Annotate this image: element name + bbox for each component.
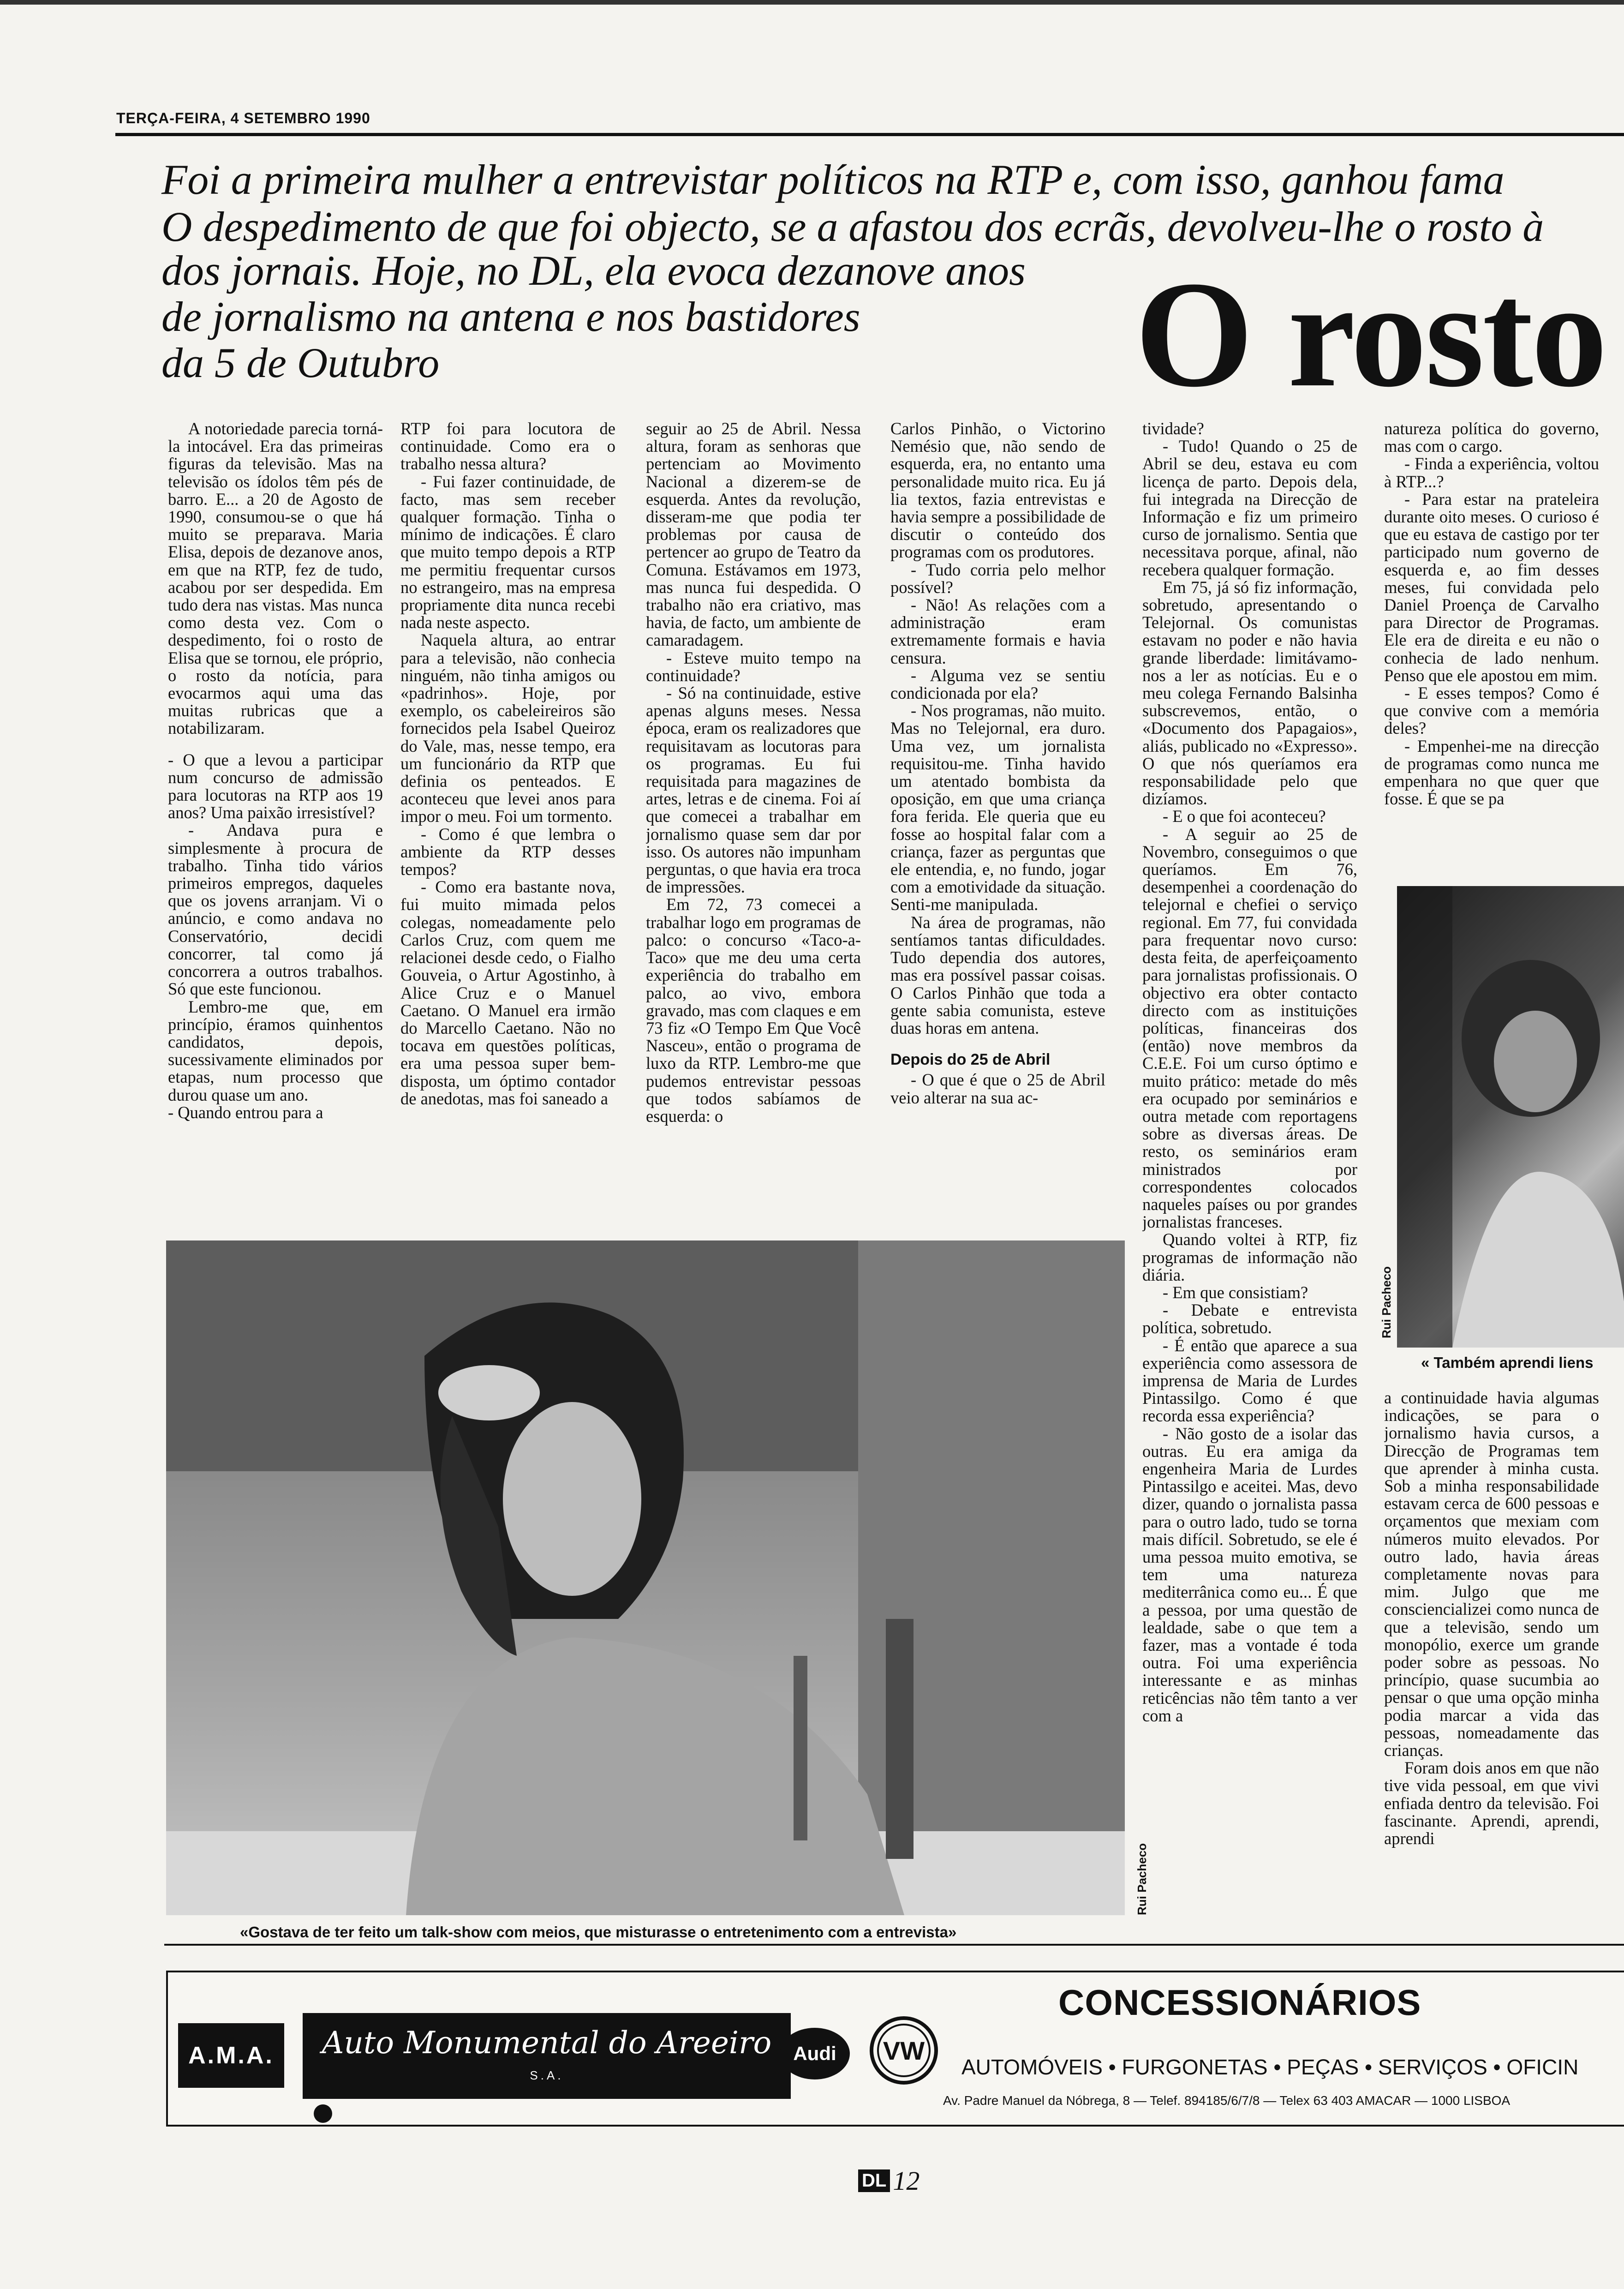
dealer-name: Auto Monumental do Areeiro — [322, 2025, 772, 2061]
answer: - A seguir ao 25 de Novembro, conseguimos o que queríamos. Em 76, desempenhei a coordenação do telejornal e chefiei o serviço regional. Em 77, fui convidada para frequentar novo curso: desta feita, de aperfeiçoamento para jornalistas profissionais. O objectivo era obter contacto directo com as instituições políticas, financeiras dos (então) nove membros da C.E.E. Foi um curso óptimo e muito prático: metade do mês era ocupado por seminários e outra metade com reportagens sobre as diversas áreas. De resto, os seminários eram ministrados por correspondentes colocados naqueles países ou por grandes jornalistas franceses. — [1142, 824, 1357, 1232]
deck-continued — [161, 247, 1130, 386]
deck-line-2: O despedimento de que foi objecto, se a afastou dos ecrãs, devolveu-lhe o rosto à — [161, 203, 1544, 250]
article-column-1 — [168, 420, 383, 1237]
article-column-6-bottom — [1384, 1389, 1599, 1920]
deck — [161, 156, 1624, 250]
question: - Em que consistiam? — [1163, 1282, 1308, 1302]
paragraph: RTP foi para locutora de continuidade. Como era o trabalho nessa altura? — [400, 420, 615, 473]
main-photo — [166, 1240, 1125, 1915]
question: - O que a levou a participar num concurso de admissão para locutoras na RTP aos 19 anos? Uma paixão irresistível? — [168, 750, 383, 822]
answer: - Andava pura e simplesmente à procura de trabalho. Tinha tido vários primeiros empregos, daqueles que os jovens arranjam. Vi o anúncio, e como andava no Conservatório, decidi concorrer, tal como já concorrera a outros trabalhos. Só que este funcionou. — [168, 821, 383, 999]
deck-line-4: de jornalismo na antena e nos bastidores — [161, 293, 860, 340]
question: - Finda a experiência, voltou à RTP...? — [1384, 454, 1599, 491]
paragraph: Carlos Pinhão, o Victorino Nemésio que, não sendo de esquerda, era, no entanto uma personalidade muito rica. Eu já lia textos, fazia entrevistas e havia sempre a possibilidade de discutir o conteúdo dos programas com os produtores. — [890, 420, 1105, 562]
question: - E o que foi aconteceu? — [1163, 807, 1326, 826]
dealer-sa: S.A. — [530, 2068, 564, 2082]
subheading: Depois do 25 de Abril — [890, 1051, 1051, 1069]
side-photo-credit: Rui Pacheco — [1379, 1266, 1393, 1338]
article-column-4 — [890, 420, 1105, 1232]
paragraph: seguir ao 25 de Abril. Nessa altura, foram as senhoras que pertenciam ao Movimento Nacional a dizerem-se de esquerda. Antes da revolução, disseram-me que podia ter problemas por causa de pertencer ao grupo de Teatro da Comuna. Estávamos em 1973, mas nunca fui despedida. O trabalho não era criativo, mas havia, de facto, um ambiente de camaradagem. — [646, 420, 861, 650]
vw-logo-icon — [869, 2016, 938, 2085]
paragraph: Naquela altura, ao entrar para a televisão, não conhecia ninguém, não tinha amigos ou «padrinhos». Hoje, por exemplo, os cabeleireiros são fornecidos pela Isabel Queiroz do Vale, mas, nesse tempo, era um funcionário da RTP que definia os penteados. E aconteceu que levei anos para impor o meu. Foi um tormento. — [400, 630, 615, 826]
answer: - Debate e entrevista política, sobretudo. — [1142, 1300, 1357, 1337]
question: - Como é que lembra o ambiente da RTP desses tempos? — [400, 824, 615, 879]
page-number-value: 12 — [893, 2166, 920, 2196]
article-column-6-top — [1384, 420, 1599, 863]
answer: - Tudo! Quando o 25 de Abril se deu, estava eu com licença de parto. Depois dela, fui integrada na Direcção de Informação e fiz um primeiro curso de jornalismo. Sentia que necessitava porque, afinal, não recebera qualquer formação. — [1142, 437, 1357, 579]
main-photo-credit: Rui Pacheco — [1135, 1843, 1149, 1915]
answer: - Não! As relações com a administração eram extremamente formais e havia censura. — [890, 595, 1105, 667]
ad-address: Av. Padre Manuel da Nóbrega, 8 — Telef. 894185/6/7/8 — Telex 63 403 AMACAR — 1000 LISBOA — [943, 2093, 1511, 2108]
question: - O que é que o 25 de Abril veio alterar na sua ac- — [890, 1070, 1105, 1107]
paragraph: a continuidade havia algumas indicações, se para o jornalismo havia cursos, a Direcção de Programas tem que aprender à minha custa. Sob a minha responsabilidade estavam cerca de 600 pessoas e orçamentos que mexiam com números muito elevados. Por outro lado, havia áreas completamente novas para mim. Julgo que me consciencializei como nunca de que a televisão, sendo um monopólio, exerce um grande poder sobre as pessoas. No princípio, quase sucumbia ao pensar o que uma opção minha podia marcar a vida das pessoas, nomeadamente das crianças. — [1384, 1389, 1599, 1760]
vw-logo-text: VW — [883, 2036, 925, 2065]
answer: - Só na continuidade, estive apenas alguns meses. Nessa época, eram os realizadores que requisitavam as locutoras para os programas. Eu fui requisitada para magazines de artes, letras e de cinema. Foi aí que comecei a trabalhar em jornalismo quase sem dar por isso. Os autores não impunham perguntas, o que havia era troca de impressões. — [646, 683, 861, 897]
paragraph: Na área de programas, não sentíamos tantas dificuldades. Tudo dependia dos autores, mas era possível passar coisas. O Carlos Pinhão que toda a gente sabia comunista, esteve duas horas em antena. — [890, 912, 1105, 1037]
paragraph: Foram dois anos em que não tive vida pessoal, em que vivi enfiada dentro da televisão. Foi fascinante. Aprendi, aprendi, aprendi — [1384, 1758, 1599, 1848]
side-photo-illustration — [1397, 886, 1624, 1348]
audi-logo-icon — [778, 2021, 852, 2086]
answer: - Como era bastante nova, fui muito mimada pelos colegas, nomeadamente pelo Carlos Cruz, com quem me relacionei desde cedo, o Fialho Gouveia, o Artur Agostinho, à Alice Cruz e o Manuel Caetano. O Manuel era irmão do Marcello Caetano. Não no tocava em questões políticas, era uma pessoa super bem-disposta, um óptimo contador de anedotas, mas foi saneado a — [400, 877, 615, 1108]
question: - Quando entrou para a — [168, 1103, 323, 1122]
deck-line-1: Foi a primeira mulher a entrevistar políticos na RTP e, com isso, ganhou fama — [161, 156, 1505, 203]
answer: - Para estar na prateleira durante oito meses. O curioso é que eu estava de castigo por ter participado num governo de esquerda e, ao fim desses meses, fui convidada pelo Daniel Proença de Carvalho para Director de Programas. Ele era de direita e eu não o conhecia de lado nenhum. Penso que ele apostou em mim. — [1384, 489, 1599, 685]
question: - Alguma vez se sentiu condicionada por ela? — [890, 665, 1105, 703]
paragraph: tividade? — [1142, 420, 1204, 438]
question: - Tudo corria pelo melhor possível? — [890, 560, 1105, 597]
registered-mark-icon — [312, 2103, 334, 2125]
answer: - Fui fazer continuidade, de facto, mas sem receber qualquer formação. Tinha o mínimo de indicações. É claro que muito tempo depois a RTP me permitiu frequentar cursos no estrangeiro, mas na empresa propriamente dita nunca recebi nada neste aspecto. — [400, 472, 615, 632]
paragraph: Lembro-me que, em princípio, éramos quinhentos candidatos, depois, sucessivamente eliminados por etapas, num processo que durou quase um ano. — [168, 997, 383, 1104]
bottom-rule — [164, 1944, 1624, 1946]
headline: O rosto — [1135, 250, 1606, 419]
ad-title: CONCESSIONÁRIOS — [1058, 1982, 1421, 2023]
dateline: TERÇA-FEIRA, 4 SETEMBRO 1990 — [116, 110, 370, 126]
question: - E esses tempos? Como é que convive com a memória deles? — [1384, 683, 1599, 738]
article-column-5 — [1142, 420, 1357, 1920]
article-column-3 — [646, 420, 861, 1228]
answer: - Nos programas, não muito. Mas no Telejornal, era duro. Uma vez, um jornalista requisitou-me. Tinha havido um atentado bombista da oposição, em que uma criança fora ferida. Ele queria que eu fosse ao hospital falar com a criança, fazer as perguntas que ele entendia, e, no fundo, jogar com a emotividade da situação. Senti-me manipulada. — [890, 701, 1105, 914]
top-border — [0, 0, 1624, 5]
paragraph: A notoriedade parecia torná-la intocável. Era das primeiras figuras da televisão. Mas na televisão os ídolos têm pés de barro. E... a 20 de Agosto de 1990, consumou-se o que há muito se preparava. Maria Elisa, depois de dezanove anos, em que na RTP, fez de tudo, acabou por ser despedida. Em tudo dera nas vistas. Mas nunca como desta vez. Com o despedimento, foi o rosto de Elisa que se tornou, ele próprio, o rosto da notícia, para evocarmos aqui uma das muitas rubricas que a notabilizaram. — [168, 420, 383, 738]
question: - É então que aparece a sua experiência como assessora de imprensa de Maria de Lurdes Pintassilgo. Como é que recorda essa experiência? — [1142, 1336, 1357, 1426]
answer: - Empenhei-me na direcção de programas como nunca me empenhara no que quer que fosse. É que se pa — [1384, 736, 1599, 809]
main-photo-illustration — [166, 1240, 1125, 1915]
side-photo-caption: « Também aprendi liens — [1421, 1354, 1594, 1371]
main-photo-caption: «Gostava de ter feito um talk-show com meios, que misturasse o entretenimento com a entrevista» — [240, 1923, 957, 1941]
dealer-name-box — [303, 2013, 791, 2099]
side-photo — [1397, 886, 1624, 1348]
answer: - Não gosto de a isolar das outras. Eu era amiga da engenheira Maria de Lurdes Pintassilgo e aceitei. Mas, devo dizer, quando o jornalista passa para o outro lado, tudo se torna mais difícil. Sobretudo, se ele é uma pessoa muito emotiva, se tem uma natureza mediterrânica como eu... É que a pessoa, por uma questão de lealdade, sabe o que tem a fazer, mas a vontade é toda outra. Foi uma experiência interessante e as minhas reticências não têm tanto a ver com a — [1142, 1424, 1357, 1725]
header-rule — [115, 133, 1624, 136]
paragraph: Em 72, 73 comecei a trabalhar logo em programas de palco: o concurso «Taco-a-Taco» que me deu uma certa experiência do trabalho em palco, ao vivo, embora gravado, mas com claques e em 73 fiz «O Tempo Em Que Você Nasceu», então o programa de luxo da RTP. Lembro-me que pudemos entrevistar pessoas que todos sabíamos de esquerda: o — [646, 895, 861, 1126]
paragraph: natureza política do governo, mas com o cargo. — [1384, 420, 1599, 456]
deck-line-3: dos jornais. Hoje, no DL, ela evoca dezanove anos — [161, 247, 1026, 294]
paragraph: Em 75, já só fiz informação, sobretudo, apresentando o Telejornal. Os comunistas estavam no poder e não havia grande liberdade: limitávamo-nos a ler as notícias. Eu e o meu colega Fernando Balsinha subscrevemos, então, o «Documento dos Papagaios», aliás, publicado no «Expresso». O que nós queríamos era responsabilidade pelo que dizíamos. — [1142, 577, 1357, 809]
ad-services: AUTOMÓVEIS • FURGONETAS • PEÇAS • SERVIÇOS • OFICIN — [961, 2055, 1579, 2079]
ama-logo: A.M.A. — [178, 2023, 284, 2088]
paragraph: Quando voltei à RTP, fiz programas de informação não diária. — [1142, 1230, 1357, 1284]
deck-line-5: da 5 de Outubro — [161, 339, 440, 386]
dl-logo: DL — [858, 2169, 890, 2192]
advertisement — [166, 1971, 1624, 2127]
audi-logo-text: Audi — [793, 2043, 836, 2064]
article-column-2 — [400, 420, 615, 1228]
question: - Esteve muito tempo na continuidade? — [646, 648, 861, 685]
page-number — [858, 2165, 919, 2196]
